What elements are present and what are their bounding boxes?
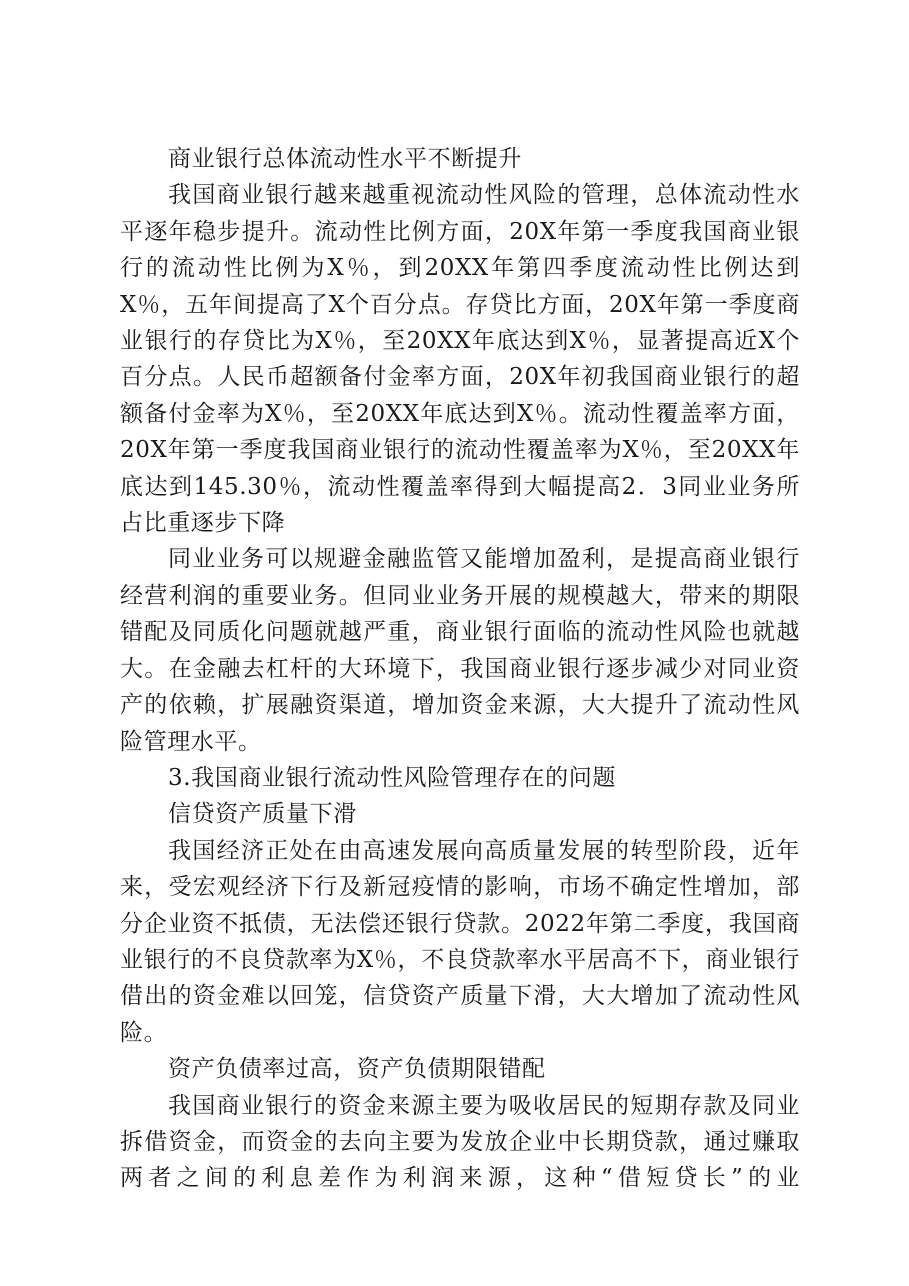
document-body xyxy=(120,141,800,1197)
section-heading-credit-quality: 信贷资产质量下滑 xyxy=(168,801,357,828)
paragraph-liquidity-indicators: 我国商业银行越来越重视流动性风险的管理，总体流动性水平逐年稳步提升。流动性比例方面，20X年第一季度我国商业银行的流动性比例为X％，到20XX年第四季度流动性比例达到X％，五年间提高了X个百分点。存贷比方面，20X年第一季度商业银行的存贷比为X％，至20XX年底达到X％，显著提高近X个百分点。人民币超额备付金率方面，20X年初我国商业银行的超额备付金率为X％，至20XX年底达到X％。流动性覆盖率方面，20X年第一季度我国商业银行的流动性覆盖率为X％，至20XX年底达到145.30％，流动性覆盖率得到大幅提高2．3同业业务所占比重逐步下降 xyxy=(120,182,800,537)
paragraph-credit-quality: 我国经济正处在由高速发展向高质量发展的转型阶段，近年来，受宏观经济下行及新冠疫情的影响，市场不确定性增加，部分企业资不抵债，无法偿还银行贷款。2022年第二季度，我国商业银行的不良贷款率为X％，不良贷款率水平居高不下，商业银行借出的资金难以回笼，信贷资产质量下滑，大大增加了流动性风险。 xyxy=(120,837,800,1046)
paragraph-interbank-business: 同业业务可以规避金融监管又能增加盈利，是提高商业银行经营利润的重要业务。但同业业务开展的规模越大，带来的期限错配及同质化问题就越严重，商业银行面临的流动性风险也就越大。在金融去杠杆的大环境下，我国商业银行逐步减少对同业资产的依赖，扩展融资渠道，增加资金来源，大大提升了流动性风险管理水平。 xyxy=(120,546,800,755)
section-heading-leverage-mismatch: 资产负债率过高，资产负债期限错配 xyxy=(168,1056,546,1083)
paragraph-funding-sources: 我国商业银行的资金来源主要为吸收居民的短期存款及同业拆借资金，而资金的去向主要为发放企业中长期贷款，通过赚取两者之间的利息差作为利润来源，这种“借短贷长”的业 xyxy=(120,1092,800,1192)
section-heading-problems: 3.我国商业银行流动性风险管理存在的问题 xyxy=(168,764,616,791)
section-heading-liquidity-level: 商业银行总体流动性水平不断提升 xyxy=(168,146,522,172)
